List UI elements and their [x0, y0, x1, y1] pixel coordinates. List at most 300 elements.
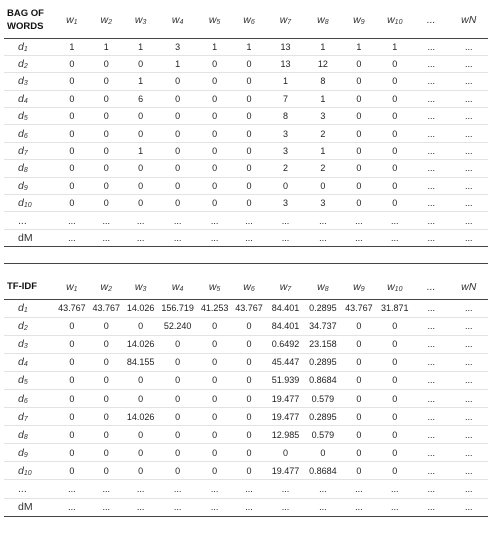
row-label-subscript: 6: [23, 132, 28, 140]
table-cell: 0: [69, 76, 75, 87]
tf-idf-column-header: [158, 275, 197, 299]
table-cell: ...: [281, 483, 290, 494]
row-label-subscript: 9: [23, 451, 28, 459]
table-cell: ...: [464, 41, 473, 52]
table-cell: 3: [320, 111, 326, 122]
table-cell: 0: [246, 321, 252, 332]
table-cell: 0: [175, 111, 181, 122]
row-label-text: d: [18, 110, 24, 123]
table-row: [4, 353, 488, 371]
column-header-label: w: [279, 14, 288, 27]
table-cell: 45.447: [271, 357, 300, 368]
table-cell: ...: [355, 232, 363, 243]
table-cell: 0: [212, 447, 218, 458]
table-cell: 1: [138, 41, 144, 52]
table-cell: ...: [136, 502, 145, 513]
table-cell: ...: [464, 163, 473, 174]
table-cell: 0: [103, 198, 109, 209]
table-cell: 1: [320, 41, 326, 52]
row-label-subscript: 7: [23, 415, 28, 423]
table-row: [4, 177, 488, 194]
table-cell: 19.477: [271, 411, 300, 422]
table-cell: 84.401: [271, 303, 300, 314]
row-label-text: d: [18, 162, 24, 175]
table-cell: 0: [103, 146, 109, 157]
table-cell: ...: [464, 59, 473, 70]
table-cell: 0: [69, 375, 75, 386]
tf-idf-column-header: [341, 275, 376, 299]
table-cell: 0: [175, 375, 181, 386]
table-cell: 0: [356, 180, 362, 191]
table-cell: 0: [320, 180, 326, 191]
bag-of-words-column-header: [197, 3, 231, 38]
table-cell: ...: [464, 180, 473, 191]
table-cell: 0: [356, 465, 362, 476]
table-cell: 0: [69, 411, 75, 422]
table-cell: 0: [356, 357, 362, 368]
table-cell: 0: [356, 128, 362, 139]
row-label-text: d: [18, 392, 24, 405]
table-cell: ...: [102, 483, 111, 494]
table-cell: 0: [356, 411, 362, 422]
table-cell: 0: [246, 411, 252, 422]
table-cell: ...: [427, 41, 435, 52]
row-label-text: d: [18, 302, 24, 315]
table-cell: 0: [175, 198, 181, 209]
column-header-subscript: 1: [73, 285, 78, 293]
table-cell: ...: [355, 502, 363, 513]
table-cell: 0: [212, 163, 218, 174]
table-cell: ...: [173, 215, 182, 226]
table-cell: ...: [427, 321, 435, 332]
tf-idf-column-header: [55, 275, 89, 299]
table-cell: 0: [246, 180, 252, 191]
table-cell: 0: [320, 447, 326, 458]
tf-idf-column-header: [123, 275, 157, 299]
row-label-text: d: [18, 40, 24, 53]
table-cell: ...: [464, 483, 473, 494]
table-cell: ...: [427, 465, 435, 476]
table-cell: 0: [392, 93, 398, 104]
table-cell: 0: [356, 393, 362, 404]
table-cell: 0: [356, 429, 362, 440]
row-label-subscript: 7: [23, 150, 28, 158]
table-cell: 43.767: [235, 303, 263, 314]
table-cell: 0: [175, 393, 181, 404]
table-cell: ...: [427, 198, 435, 209]
table-cell: 0: [69, 339, 75, 350]
row-label: [4, 444, 55, 462]
table-cell: 0: [103, 111, 109, 122]
table-cell: 0: [175, 76, 181, 87]
table-cell: 0: [246, 76, 252, 87]
table-cell: 0: [69, 393, 75, 404]
table-cell: 0: [175, 128, 181, 139]
column-header-label: w: [134, 280, 143, 293]
table-row: [4, 335, 488, 353]
column-header-label: w: [243, 14, 251, 27]
table-cell: 43.767: [58, 303, 86, 314]
table-cell: 0: [69, 93, 75, 104]
column-header-subscript: 3: [142, 285, 147, 293]
table-cell: ...: [427, 93, 435, 104]
row-label-subscript: 1: [23, 45, 28, 53]
row-label-text: d: [18, 92, 24, 105]
table-cell: 0.2895: [309, 303, 337, 314]
column-header-label: w: [208, 280, 217, 293]
table-cell: ...: [464, 215, 473, 226]
table-cell: 0: [69, 111, 75, 122]
table-cell: 0: [103, 59, 109, 70]
column-header-subscript: 8: [324, 19, 329, 27]
table-cell: 0: [212, 180, 218, 191]
table-cell: 0.579: [311, 393, 335, 404]
table-cell: 0: [103, 321, 109, 332]
table-cell: 0: [69, 163, 75, 174]
column-header-label: w: [100, 14, 109, 27]
table-cell: ...: [136, 232, 145, 243]
table-cell: 14.026: [126, 303, 155, 314]
table-cell: 0: [138, 59, 144, 70]
column-header-subscript: 2: [108, 285, 112, 293]
table-cell: 0: [356, 339, 362, 350]
table-cell: ...: [464, 465, 473, 476]
table-cell: 0: [392, 393, 398, 404]
table-cell: ...: [427, 502, 435, 513]
bag-of-words-column-header: [449, 3, 488, 38]
table-cell: ...: [68, 502, 76, 513]
table-cell: ...: [245, 483, 253, 494]
table-cell: ...: [427, 180, 435, 191]
table-cell: ...: [464, 321, 473, 332]
tf-idf-column-header: [377, 275, 413, 299]
table-cell: 1: [103, 41, 109, 52]
table-cell: 0: [356, 375, 362, 386]
table-cell: 0: [138, 128, 144, 139]
row-label: [4, 108, 55, 125]
table-cell: 0: [103, 393, 109, 404]
tf-idf-column-header: [266, 275, 304, 299]
table-cell: 0: [69, 180, 75, 191]
table-cell: 51.939: [271, 375, 300, 386]
row-label: [4, 462, 55, 480]
row-label: [4, 299, 55, 317]
table-cell: 0: [103, 465, 109, 476]
row-label-text: d: [18, 356, 24, 369]
table-cell: ...: [427, 146, 435, 157]
table-cell: ...: [319, 215, 327, 226]
table-cell: 1: [175, 59, 181, 70]
table-cell: ...: [464, 111, 473, 122]
table-cell: 8: [282, 111, 288, 122]
bag-of-words-table: [4, 3, 488, 247]
table-cell: ...: [427, 163, 435, 174]
row-label-text: d: [18, 464, 24, 477]
column-header-label: w: [353, 280, 361, 293]
table-cell: ...: [464, 357, 473, 368]
tf-idf-column-header: [305, 275, 341, 299]
table-cell: 0: [175, 146, 181, 157]
column-header-subscript: 10: [394, 19, 403, 27]
table-cell: 0: [69, 321, 75, 332]
table-cell: ...: [427, 483, 435, 494]
tf-idf-column-header: [197, 275, 231, 299]
row-label-subscript: 10: [23, 202, 32, 210]
row-label: [4, 317, 55, 335]
table-cell: 3: [175, 41, 181, 52]
row-label-subscript: 3: [23, 343, 28, 351]
table-cell: ...: [210, 215, 219, 226]
table-cell: 0: [212, 198, 218, 209]
table-row: [4, 125, 488, 142]
table-cell: 0: [212, 93, 218, 104]
column-header-subscript: 9: [360, 285, 365, 293]
table-cell: 0: [246, 429, 252, 440]
table-cell: ...: [391, 502, 399, 513]
row-label: [4, 55, 55, 72]
table-row: [4, 195, 488, 212]
table-cell: ...: [136, 215, 145, 226]
bag-of-words-column-header: [266, 3, 304, 38]
row-label-text: d: [18, 374, 24, 387]
table-cell: 0: [392, 59, 398, 70]
column-header-subscript: 10: [394, 285, 403, 293]
table-cell: 13: [280, 59, 291, 70]
table-cell: ...: [245, 215, 253, 226]
column-header-subscript: 4: [179, 285, 184, 293]
bag-of-words-header-row: [4, 3, 488, 38]
row-label-subscript: 3: [23, 80, 28, 88]
table-cell: 0: [392, 357, 398, 368]
table-cell: 0: [103, 163, 109, 174]
table-cell: 0: [69, 429, 75, 440]
row-label-subscript: 1: [23, 307, 28, 315]
table-cell: 52.240: [163, 321, 192, 332]
table-cell: ...: [68, 483, 76, 494]
bag-of-words-title: [4, 3, 55, 38]
tf-idf-title: TF-IDF: [7, 281, 38, 293]
table-cell: 3: [282, 198, 288, 209]
column-header-subscript: 6: [250, 19, 255, 27]
table-cell: 0: [175, 465, 181, 476]
table-cell: 0.8684: [309, 465, 337, 476]
row-label-text: d: [18, 58, 24, 71]
row-label-text: d: [18, 410, 24, 423]
table-row: [4, 142, 488, 159]
column-header-subscript: 7: [287, 285, 292, 293]
table-cell: 0: [175, 411, 181, 422]
table-cell: 0: [392, 429, 398, 440]
table-cell: ...: [427, 339, 435, 350]
table-cell: 0: [69, 198, 75, 209]
table-cell: 34.737: [309, 321, 337, 332]
column-header-label: ...: [426, 14, 436, 27]
table-cell: ...: [427, 232, 435, 243]
table-cell: 8: [320, 76, 326, 87]
table-cell: ...: [464, 128, 473, 139]
table-cell: 1: [320, 146, 326, 157]
bag-of-words-title-line1: BAG OF: [7, 8, 44, 20]
table-cell: 0: [392, 375, 398, 386]
table-row: [4, 444, 488, 462]
table-cell: 0: [138, 163, 144, 174]
table-cell: 0: [356, 321, 362, 332]
column-header-subscript: 1: [73, 19, 78, 27]
table-cell: 0: [138, 198, 144, 209]
table-cell: ...: [391, 215, 399, 226]
table-cell: 0: [392, 339, 398, 350]
bag-of-words-column-header: [341, 3, 376, 38]
row-label-subscript: 4: [23, 361, 28, 369]
row-label-text: ...: [18, 482, 27, 495]
table-row: [4, 498, 488, 516]
table-cell: 1: [282, 76, 288, 87]
table-cell: 0: [282, 180, 288, 191]
table-cell: ...: [427, 215, 435, 226]
table-cell: 0: [175, 447, 181, 458]
table-cell: 156.719: [161, 303, 194, 314]
table-cell: ...: [427, 59, 435, 70]
table-cell: 0: [356, 59, 362, 70]
table-cell: 3: [282, 146, 288, 157]
row-label: [4, 480, 55, 498]
row-label-text: d: [18, 338, 24, 351]
row-label-subscript: 8: [23, 167, 28, 175]
table-cell: 0: [103, 429, 109, 440]
bag-of-words-column-header: [55, 3, 89, 38]
row-label: [4, 212, 55, 229]
table-cell: 0: [69, 146, 75, 157]
row-label-subscript: 10: [23, 469, 32, 477]
column-header-label: w: [387, 14, 395, 27]
table-cell: 1: [138, 146, 144, 157]
row-label-text: d: [18, 320, 24, 333]
row-label: [4, 38, 55, 55]
table-cell: 0: [103, 76, 109, 87]
table-row: [4, 371, 488, 389]
table-cell: ...: [102, 232, 111, 243]
row-label-subscript: 8: [23, 433, 28, 441]
table-cell: 1: [246, 41, 252, 52]
column-header-subscript: 5: [216, 19, 221, 27]
table-cell: ...: [355, 483, 363, 494]
table-cell: 12: [317, 59, 328, 70]
column-header-label: w: [66, 14, 74, 27]
table-cell: 0: [212, 411, 218, 422]
column-header-subscript: 7: [287, 19, 292, 27]
table-cell: ...: [427, 128, 435, 139]
table-cell: 0: [138, 375, 144, 386]
table-cell: 0: [69, 59, 75, 70]
column-header-subscript: 4: [179, 19, 184, 27]
table-cell: 1: [69, 41, 75, 52]
row-label: [4, 389, 55, 407]
table-cell: 0: [103, 375, 109, 386]
table-cell: ...: [173, 502, 182, 513]
table-cell: 0: [175, 357, 181, 368]
table-cell: 0: [246, 198, 252, 209]
row-label-text: d: [18, 428, 24, 441]
row-label-text: ...: [18, 214, 27, 227]
table-cell: 0: [392, 76, 398, 87]
table-row: [4, 160, 488, 177]
column-header-label: w: [171, 14, 180, 27]
row-label: [4, 408, 55, 426]
row-label: [4, 335, 55, 353]
table-cell: ...: [319, 232, 327, 243]
row-label-text: d: [18, 446, 24, 459]
table-cell: ...: [464, 411, 473, 422]
tf-idf-column-header: [413, 275, 449, 299]
table-cell: 0: [246, 146, 252, 157]
table-cell: 0: [69, 128, 75, 139]
row-label: [4, 90, 55, 107]
table-cell: 0: [356, 163, 362, 174]
table-cell: 0: [103, 447, 109, 458]
table-cell: 0.2895: [309, 357, 337, 368]
tf-idf-column-header: [89, 275, 123, 299]
column-header-label: wN: [461, 14, 477, 27]
table-cell: 0: [175, 180, 181, 191]
row-label-text: dM: [18, 501, 33, 514]
table-cell: 23.158: [309, 339, 337, 350]
table-cell: 0: [212, 465, 218, 476]
row-label: [4, 498, 55, 516]
table-cell: 43.767: [92, 303, 121, 314]
table-cell: 0: [246, 339, 252, 350]
table-cell: 0: [138, 429, 144, 440]
table-row: [4, 317, 488, 335]
table-cell: 1: [392, 41, 398, 52]
table-cell: 0: [212, 429, 218, 440]
table-row: [4, 90, 488, 107]
tf-idf-header-row: [4, 275, 488, 299]
table-cell: 0: [392, 465, 398, 476]
table-cell: 0: [212, 375, 218, 386]
table-cell: 0: [246, 163, 252, 174]
table-cell: 19.477: [271, 393, 300, 404]
table-cell: ...: [391, 232, 399, 243]
table-cell: 0: [103, 128, 109, 139]
table-cell: ...: [102, 502, 111, 513]
table-cell: 12.985: [271, 429, 300, 440]
table-cell: ...: [427, 411, 435, 422]
table-cell: 3: [282, 128, 288, 139]
column-header-label: w: [171, 280, 180, 293]
table-cell: 84.401: [271, 321, 300, 332]
table-cell: ...: [136, 483, 145, 494]
table-cell: 0: [356, 93, 362, 104]
table-cell: 0: [69, 357, 75, 368]
table-cell: 0: [392, 447, 398, 458]
table-cell: 0: [246, 111, 252, 122]
table-cell: ...: [102, 215, 111, 226]
table-cell: 1: [138, 76, 144, 87]
table-row: [4, 229, 488, 246]
table-cell: 0: [138, 321, 144, 332]
row-label-subscript: 2: [23, 325, 28, 333]
table-cell: ...: [427, 111, 435, 122]
table-cell: ...: [427, 357, 435, 368]
row-label: [4, 177, 55, 194]
table-cell: 0: [103, 411, 109, 422]
table-cell: 13: [280, 41, 291, 52]
table-cell: 0: [356, 111, 362, 122]
tf-idf-column-header: [232, 275, 266, 299]
table-cell: ...: [427, 375, 435, 386]
table-cell: 31.871: [381, 303, 409, 314]
table-cell: 0: [138, 111, 144, 122]
